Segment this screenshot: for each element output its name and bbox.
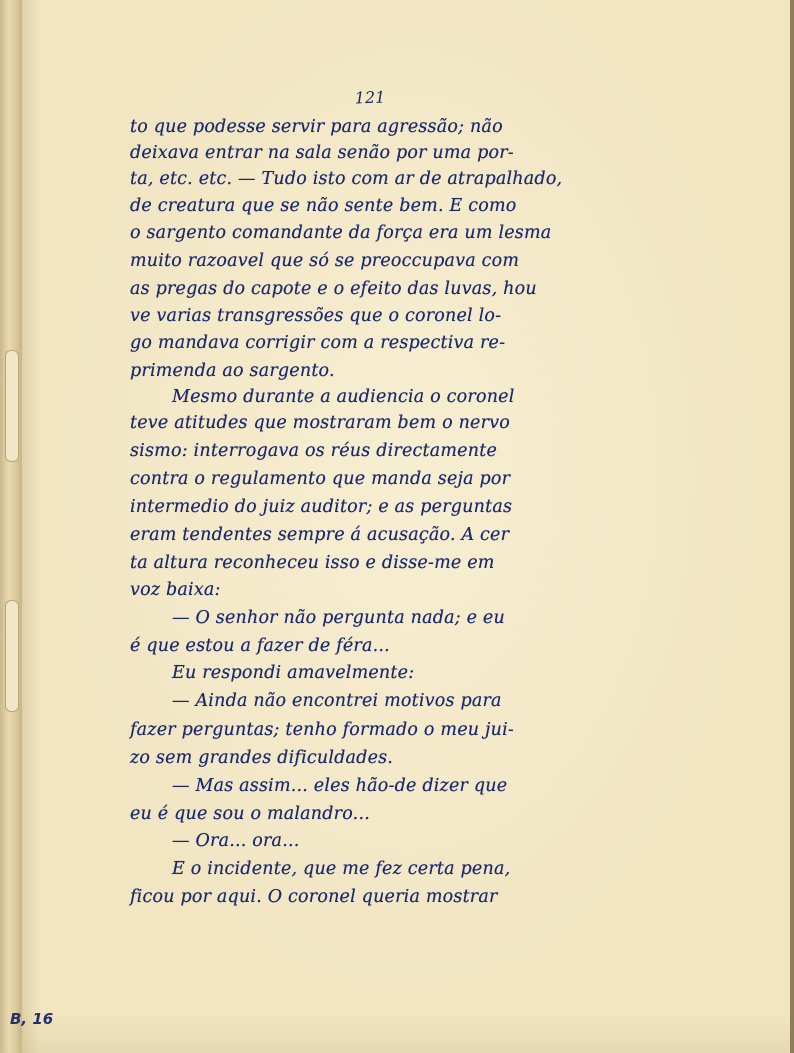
manuscript-page (22, 0, 794, 1053)
book-binding (0, 0, 23, 1053)
text-line: eu é que sou o malandro... (130, 804, 370, 824)
text-line: é que estou a fazer de féra... (130, 636, 390, 656)
text-line: to que podesse servir para agressão; não (130, 117, 503, 137)
page-number: 121 (354, 87, 386, 108)
text-line: teve atitudes que mostraram bem o nervo (130, 413, 510, 433)
text-line: — Mas assim... eles hão-de dizer que (172, 776, 508, 796)
text-line: Mesmo durante a audiencia o coronel (172, 387, 515, 407)
text-line: — O senhor não pergunta nada; e eu (172, 608, 505, 628)
text-line: ficou por aqui. O coronel queria mostrar (130, 887, 498, 907)
text-line: zo sem grandes dificuldades. (130, 748, 394, 768)
text-line: voz baixa: (130, 580, 221, 600)
binding-thread (5, 350, 19, 462)
text-line: eram tendentes sempre á acusação. A cer (130, 525, 510, 545)
text-line: o sargento comandante da força era um lesma (130, 223, 552, 243)
text-line: Eu respondi amavelmente: (172, 663, 415, 683)
text-line: sismo: interrogava os réus directamente (130, 441, 498, 461)
text-line: de creatura que se não sente bem. E como (130, 196, 517, 216)
text-line: contra o regulamento que manda seja por (130, 469, 511, 489)
text-line: E o incidente, que me fez certa pena, (172, 859, 511, 879)
archive-mark: B, 16 (10, 1010, 54, 1028)
text-line: — Ainda não encontrei motivos para (172, 691, 502, 711)
text-line: primenda ao sargento. (130, 361, 335, 381)
text-line: deixava entrar na sala senão por uma por- (130, 143, 514, 163)
binding-thread (5, 600, 19, 712)
text-line: fazer perguntas; tenho formado o meu jui- (130, 720, 515, 740)
text-line: as pregas do capote e o efeito das luvas, hou (130, 279, 537, 299)
text-line: intermedio do juiz auditor; e as perguntas (130, 497, 513, 517)
text-line: ta altura reconheceu isso e disse-me em (130, 553, 495, 573)
text-line: — Ora... ora... (172, 831, 300, 851)
page-edge (790, 0, 794, 1053)
text-line: go mandava corrigir com a respectiva re- (130, 333, 506, 353)
text-line: ve varias transgressões que o coronel lo- (130, 306, 502, 326)
text-line: muito razoavel que só se preoccupava com (130, 251, 520, 271)
text-line: ta, etc. etc. — Tudo isto com ar de atrapalhado, (130, 169, 563, 189)
